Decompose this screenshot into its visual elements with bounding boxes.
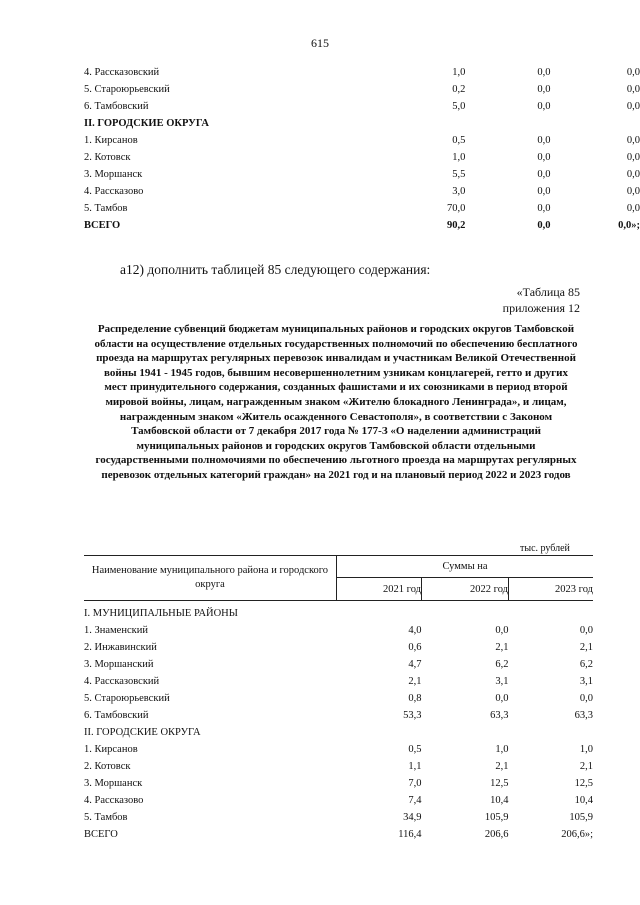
row-value: 5,0 [452, 101, 466, 112]
row-name: II. ГОРОДСКИЕ ОКРУГА [84, 727, 201, 738]
total-row [84, 826, 593, 843]
row-value [465, 115, 550, 132]
total-row [84, 217, 640, 234]
row-value: 0,0 [579, 625, 593, 636]
row-value: 3,0 [452, 186, 466, 197]
table-row [84, 149, 640, 166]
row-name: 1. Кирсанов [84, 135, 138, 146]
row-value: 0,0 [626, 84, 640, 95]
row-value [509, 724, 594, 741]
row-value: 1,0 [579, 744, 593, 755]
row-name: 4. Рассказовский [84, 676, 160, 687]
table-row [84, 690, 593, 707]
row-name: 2. Котовск [84, 761, 131, 772]
row-value: 0,0 [537, 67, 551, 78]
row-value: 2,1 [495, 642, 509, 653]
row-value: 0,0 [579, 693, 593, 704]
table-row [84, 656, 593, 673]
row-value: 0,0 [537, 169, 551, 180]
row-value: 0,0 [626, 67, 640, 78]
row-value: 70,0 [446, 203, 466, 214]
row-value: 53,3 [403, 710, 422, 721]
section-row [84, 601, 593, 623]
table-row [84, 81, 640, 98]
row-value: 5,5 [452, 169, 466, 180]
row-value: 1,1 [408, 761, 422, 772]
row-value: 4,7 [408, 659, 422, 670]
row-value: 0,0 [626, 169, 640, 180]
section-row [84, 724, 593, 741]
row-value: 0,0 [537, 135, 551, 146]
table-row [84, 200, 640, 217]
row-value: 0,0 [626, 203, 640, 214]
row-value: 206,6»; [561, 829, 593, 840]
row-value: 0,0 [537, 220, 551, 231]
row-name: 6. Тамбовский [84, 710, 149, 721]
row-value: 7,0 [408, 778, 422, 789]
table-row [84, 792, 593, 809]
row-value [337, 601, 422, 623]
table-row [84, 166, 640, 183]
row-value [509, 601, 594, 623]
row-name: 2. Котовск [84, 152, 131, 163]
row-value: 12,5 [490, 778, 509, 789]
row-value: 0,0 [495, 693, 509, 704]
row-value: 0,0 [626, 101, 640, 112]
row-value: 1,0 [495, 744, 509, 755]
document-title: Распределение субвенций бюджетам муниципальных районов и городских округов Тамбовской области на осуществление отдельных государственных полномочий по обеспечению бесплатного проезда на маршрутах регулярных перевозок инвалидам и участникам Великой Отечественной войны 1941 - 1945 годов, бывшим несовершеннолетним узникам концлагерей, гетто и других мест принудительного содержания, созданных фашистами и их союзниками в период второй мировой войны, лицам, награжденным знаком «Жителю блокадного Ленинграда», и лицам, награжденным знаком «Житель осажденного Севастополя», в соответствии с Законом Тамбовской области от 7 декабря 2017 года № 177-З «О наделении администраций муниципальных районов и городских округов Тамбовской области отдельными государственными полномочиями по обеспечению льготного проезда на маршрутах регулярных перевозок отдельных категорий граждан» на 2021 год и на плановый период 2022 и 2023 годов [94, 323, 578, 481]
row-value [422, 601, 509, 623]
row-name: 4. Рассказово [84, 795, 144, 806]
row-name: ВСЕГО [84, 220, 121, 231]
row-name: II. ГОРОДСКИЕ ОКРУГА [84, 118, 209, 129]
table-row [84, 758, 593, 775]
page-number: 615 [311, 36, 329, 50]
units-label: тыс. рублей [520, 543, 570, 554]
row-name: 4. Рассказово [84, 186, 144, 197]
row-value: 3,1 [579, 676, 593, 687]
table-row [84, 673, 593, 690]
row-value: 0,0 [626, 152, 640, 163]
section-row [84, 115, 640, 132]
row-name: 5. Староюрьевский [84, 693, 170, 704]
table-continuation [84, 64, 640, 234]
row-value: 10,4 [574, 795, 593, 806]
header-sums: Суммы на [337, 556, 594, 578]
row-value: 116,4 [398, 829, 422, 840]
row-name: 3. Моршанск [84, 778, 143, 789]
row-value: 2,1 [579, 761, 593, 772]
row-name: I. МУНИЦИПАЛЬНЫЕ РАЙОНЫ [84, 608, 238, 619]
row-value: 10,4 [490, 795, 509, 806]
row-value [550, 115, 640, 132]
row-value: 7,4 [408, 795, 422, 806]
row-value: 0,0 [537, 186, 551, 197]
row-value: 12,5 [574, 778, 593, 789]
row-value: 0,5 [452, 135, 466, 146]
row-name: 4. Рассказовский [84, 67, 160, 78]
header-year-2022: 2022 год [422, 578, 509, 601]
row-value: 206,6 [484, 829, 509, 840]
row-name: 1. Знаменский [84, 625, 148, 636]
row-value: 1,0 [452, 67, 466, 78]
row-value: 105,9 [484, 812, 509, 823]
row-value: 0,0 [626, 186, 640, 197]
row-name: 1. Кирсанов [84, 744, 138, 755]
row-value: 0,5 [408, 744, 422, 755]
table-row [84, 639, 593, 656]
row-value: 1,0 [452, 152, 466, 163]
row-name: 5. Тамбов [84, 812, 128, 823]
row-value: 2,1 [495, 761, 509, 772]
row-value: 0,0 [537, 203, 551, 214]
row-value: 63,3 [574, 710, 593, 721]
table-caption [470, 284, 580, 316]
row-value [422, 724, 509, 741]
table-caption-line1: «Таблица 85 [516, 285, 580, 299]
table-row [84, 64, 640, 81]
row-value: 90,2 [446, 220, 466, 231]
row-value: 63,3 [490, 710, 509, 721]
table-row [84, 809, 593, 826]
table-row [84, 741, 593, 758]
row-name: 6. Тамбовский [84, 101, 149, 112]
header-year-2023: 2023 год [509, 578, 594, 601]
row-value: 6,2 [495, 659, 509, 670]
row-value: 34,9 [403, 812, 422, 823]
table-row [84, 775, 593, 792]
row-name: 5. Тамбов [84, 203, 128, 214]
row-name: 2. Инжавинский [84, 642, 157, 653]
header-name-col: Наименование муниципального района и городского округа [84, 556, 337, 601]
table-caption-line2: приложения 12 [502, 301, 580, 315]
row-name: 3. Моршанский [84, 659, 154, 670]
row-value: 105,9 [569, 812, 593, 823]
row-value: 0,6 [408, 642, 422, 653]
row-value: 0,8 [408, 693, 422, 704]
row-value: 0,0 [537, 152, 551, 163]
row-value: 0,0 [495, 625, 509, 636]
row-value: 0,0 [537, 101, 551, 112]
table-row [84, 707, 593, 724]
table-row [84, 98, 640, 115]
table-row [84, 183, 640, 200]
row-value: 0,0»; [618, 220, 640, 231]
row-name: 5. Староюрьевский [84, 84, 170, 95]
row-value: 0,0 [537, 84, 551, 95]
row-value: 2,1 [579, 642, 593, 653]
row-name: 3. Моршанск [84, 169, 143, 180]
table-row [84, 622, 593, 639]
row-value: 0,2 [452, 84, 466, 95]
row-value: 6,2 [579, 659, 593, 670]
row-value: 0,0 [626, 135, 640, 146]
table-85 [84, 555, 593, 843]
amendment-text: а12) дополнить таблицей 85 следующего содержания: [120, 262, 431, 277]
row-value [337, 724, 422, 741]
row-value: 3,1 [495, 676, 509, 687]
row-value: 4,0 [408, 625, 422, 636]
row-name: ВСЕГО [84, 829, 118, 840]
table-row [84, 132, 640, 149]
row-value: 2,1 [408, 676, 422, 687]
row-value [369, 115, 466, 132]
header-year-2021: 2021 год [337, 578, 422, 601]
